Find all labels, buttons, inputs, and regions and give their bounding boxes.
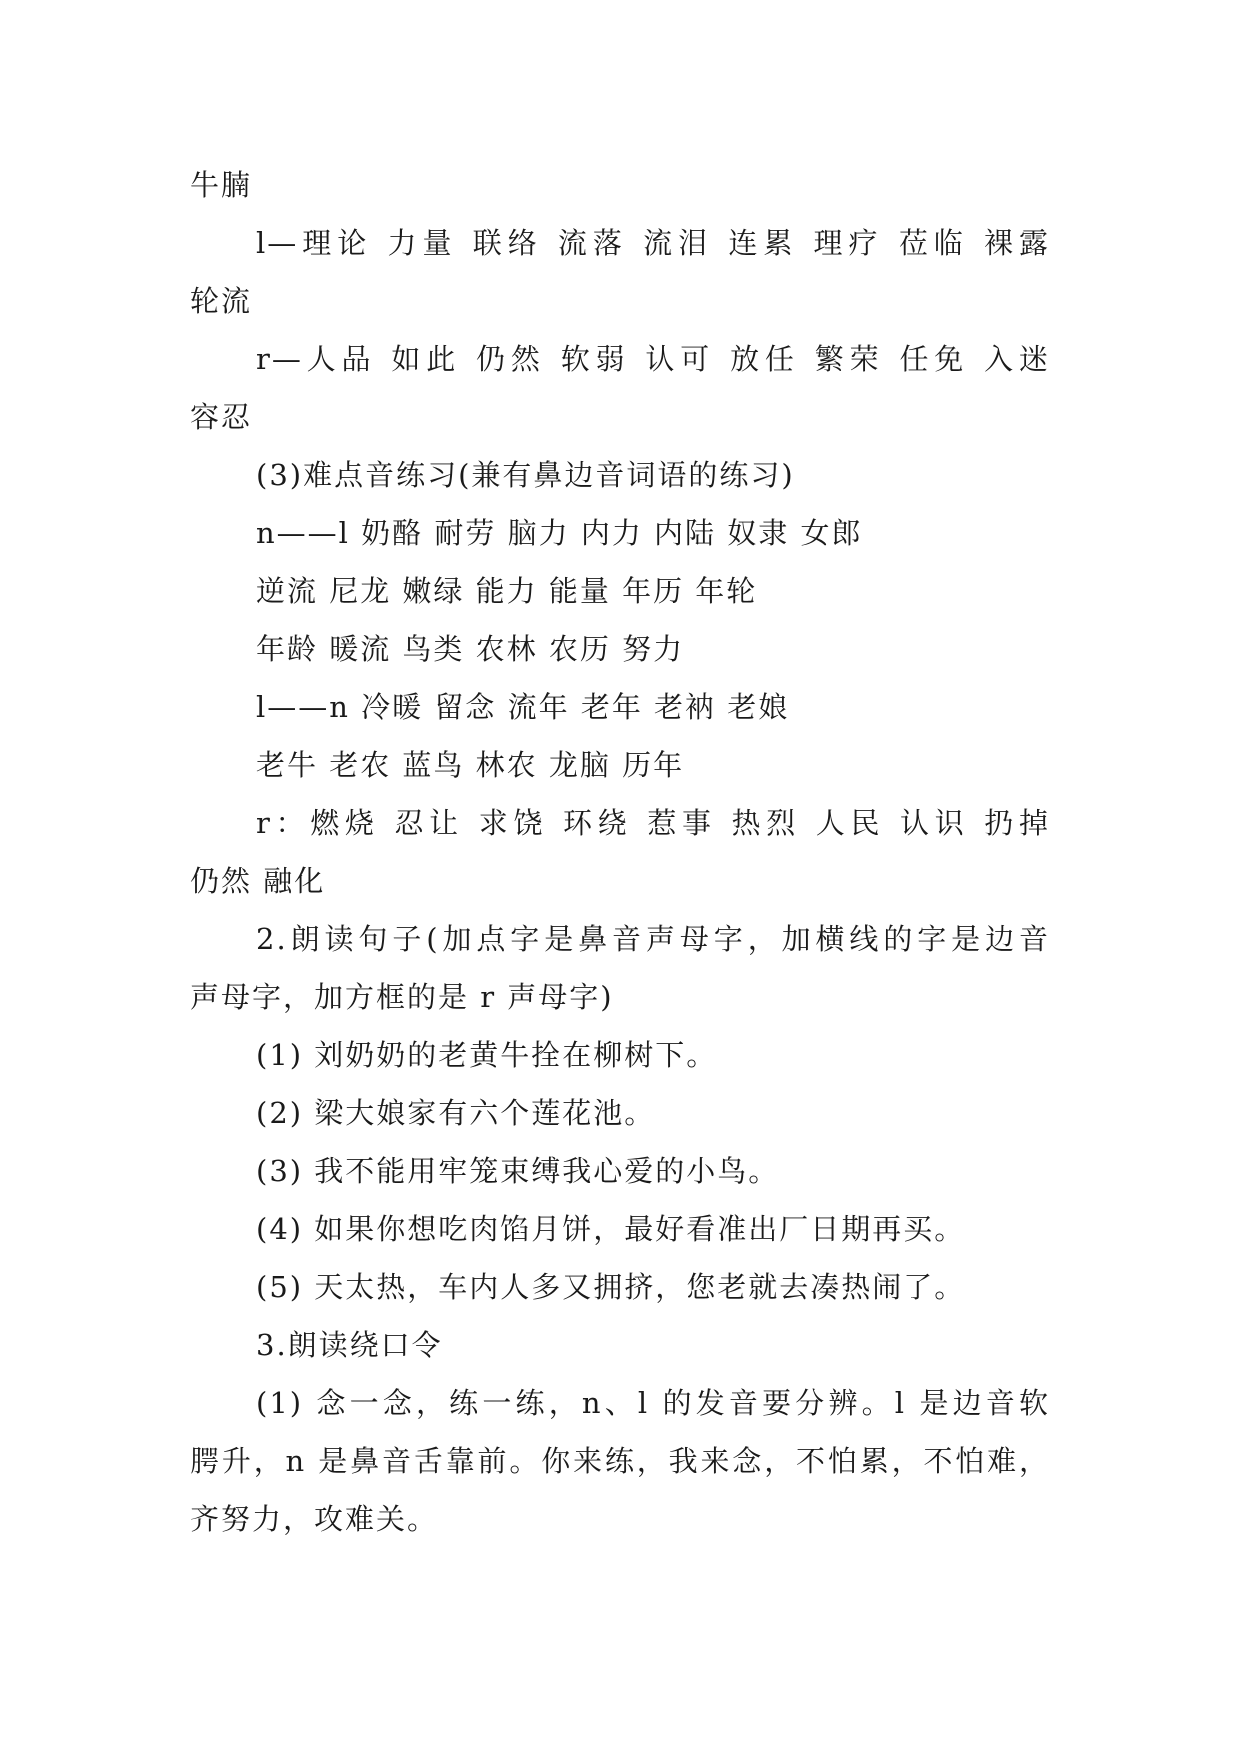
text-line: 仍然 融化 (190, 864, 326, 898)
tongue-twister-line: (1) 念一念，练一练，n、l 的发音要分辨。l 是边音软 (256, 1386, 1050, 1420)
subsection-heading: (3)难点音练习(兼有鼻边音词语的练习) (256, 458, 795, 492)
text-line: 声母字，加方框的是 r 声母字) (190, 980, 614, 1014)
text-line: n——l 奶酪 耐劳 脑力 内力 内陆 奴隶 女郎 (256, 516, 863, 550)
sentence-item: (2) 梁大娘家有六个莲花池。 (256, 1096, 656, 1130)
text-line: l——n 冷暖 留念 流年 老年 老衲 老娘 (256, 690, 790, 724)
section-heading: 2.朗读句子(加点字是鼻音声母字，加横线的字是边音 (256, 922, 1050, 956)
text-line: 容忍 (190, 400, 253, 434)
text-line: 年龄 暖流 鸟类 农林 农历 努力 (256, 632, 685, 666)
sentence-item: (5) 天太热，车内人多又拥挤，您老就去凑热闹了。 (256, 1270, 966, 1304)
text-line: 轮流 (190, 284, 253, 318)
sentence-item: (3) 我不能用牢笼束缚我心爱的小鸟。 (256, 1154, 780, 1188)
text-line: r—人品 如此 仍然 软弱 认可 放任 繁荣 任免 入迷 (256, 342, 1050, 376)
text-line: 逆流 尼龙 嫩绿 能力 能量 年历 年轮 (256, 574, 758, 608)
text-line: 老牛 老农 蓝鸟 林农 龙脑 历年 (256, 748, 685, 782)
text-line: l—理论 力量 联络 流落 流泪 连累 理疗 莅临 裸露 (256, 226, 1050, 260)
tongue-twister-line: 齐努力，攻难关。 (190, 1502, 439, 1536)
tongue-twister-line: 腭升，n 是鼻音舌靠前。你来练，我来念，不怕累，不怕难， (190, 1444, 1050, 1478)
text-line: 牛腩 (190, 168, 253, 202)
sentence-item: (4) 如果你想吃肉馅月饼，最好看准出厂日期再买。 (256, 1212, 966, 1246)
text-line: r：燃烧 忍让 求饶 环绕 惹事 热烈 人民 认识 扔掉 (256, 806, 1050, 840)
document-body (190, 156, 1050, 1548)
section-heading: 3.朗读绕口令 (256, 1328, 443, 1362)
sentence-item: (1) 刘奶奶的老黄牛拴在柳树下。 (256, 1038, 718, 1072)
